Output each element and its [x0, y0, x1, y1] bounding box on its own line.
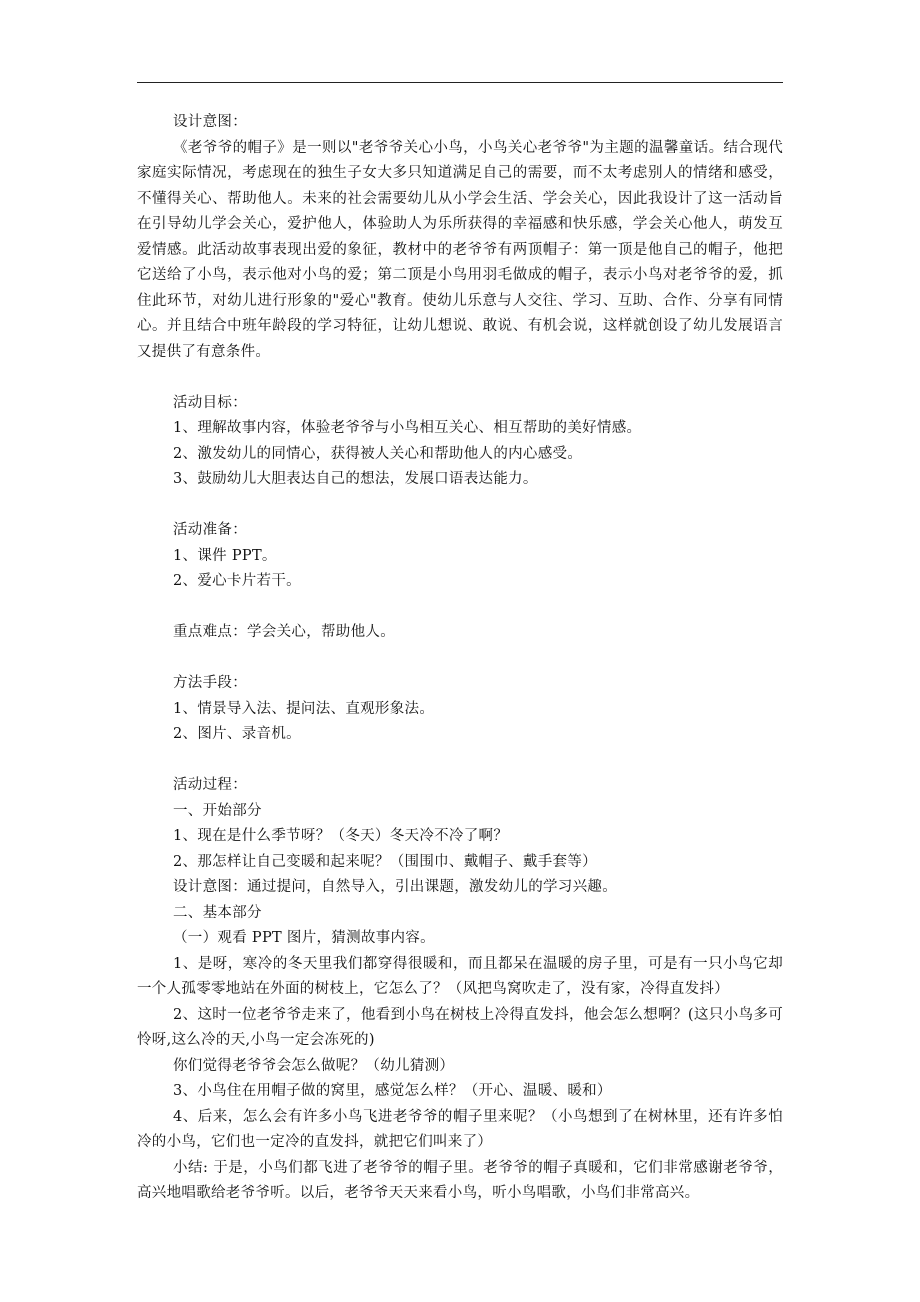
goal-item: 3、鼓励幼儿大胆表达自己的想法，发展口语表达能力。	[173, 471, 538, 487]
part2-subtitle: （一）观看 PPT 图片，猜测故事内容。	[173, 930, 435, 946]
preparation-item: 2、爱心卡片若干。	[173, 573, 301, 589]
header-rule	[137, 82, 783, 83]
method-item: 1、情景导入法、提问法、直观形象法。	[173, 700, 435, 717]
document-body	[137, 110, 783, 1207]
part1-question: 1、现在是什么季节呀？（冬天）冬天冷不冷了啊？	[173, 828, 509, 844]
method-item: 2、图片、录音机。	[173, 726, 301, 742]
goal-item: 2、激发幼儿的同情心，获得被人关心和帮助他人的内心感受。	[173, 445, 583, 462]
goal-item: 1、理解故事内容，体验老爷爷与小鸟相互关心、相互帮助的美好情感。	[173, 420, 642, 436]
design-intent-paragraph: 《老爷爷的帽子》是一则以"老爷爷关心小鸟，小鸟关心老爷爷"为主题的温馨童话。结合现代家庭实际情况，考虑现在的独生子女大多只知道满足自己的需要，而不太考虑别人的情绪和感受，不懂得关心、帮助他人。未来的社会需要幼儿从小学会生活、学会关心，因此我设计了这一活动旨在引导幼儿学会关心，爱护他人，体验助人为乐所获得的幸福感和快乐感，学会关心他人，萌发互爱情感。此活动故事表现出爱的象征，教材中的老爷爷有两顶帽子：第一顶是他自己的帽子，他把它送给了小鸟，表示他对小鸟的爱；第二顶是小鸟用羽毛做成的帽子，表示小鸟对老爷爷的爱，抓住此环节，对幼儿进行形象的"爱心"教育。使幼儿乐意与人交往、学习、互助、合作、分享有同情心。并且结合中班年龄段的学习特征，让幼儿想说、敢说、有机会说，这样就创设了幼儿发展语言又提供了有意条件。	[137, 139, 783, 360]
preparation-item: 1、课件 PPT。	[173, 547, 277, 564]
story-question-2-followup: 你们觉得老爷爷会怎么做呢？（幼儿猜测）	[173, 1057, 455, 1074]
story-question-2: 2、这时一位老爷爷走来了，他看到小鸟在树枝上冷得直发抖，他会怎么想啊？(这只小鸟多可怜呀,这么冷的天,小鸟一定会冻死的)	[137, 1006, 783, 1048]
process-heading: 活动过程：	[173, 777, 247, 793]
story-question-1: 1、是呀，寒冷的冬天里我们都穿得很暖和，而且都呆在温暖的房子里，可是有一只小鸟它却一个人孤零零地站在外面的树枝上，它怎么了？（风把鸟窝吹走了，没有家，冷得直发抖）	[137, 955, 783, 997]
spacer	[137, 365, 783, 391]
goals-heading: 活动目标：	[173, 394, 247, 411]
spacer	[137, 493, 783, 519]
summary-paragraph: 小结: 于是，小鸟们都飞进了老爷爷的帽子里。老爷爷的帽子真暖和，它们非常感谢老爷爷，高兴地唱歌给老爷爷听。以后，老爷爷天天来看小鸟，听小鸟唱歌，小鸟们非常高兴。	[137, 1159, 783, 1201]
design-intent-heading: 设计意图：	[173, 114, 247, 130]
part2-title: 二、基本部分	[173, 904, 262, 921]
key-points-line: 重点难点：学会关心，帮助他人。	[173, 624, 395, 640]
methods-heading: 方法手段：	[173, 675, 247, 691]
part1-question: 2、那怎样让自己变暖和起来呢？（围围巾、戴帽子、戴手套等）	[173, 853, 597, 870]
story-question-4: 4、后来，怎么会有许多小鸟飞进老爷爷的帽子里来呢？（小鸟想到了在树林里，还有许多怕冷的小鸟，它们也一定冷的直发抖，就把它们叫来了）	[137, 1108, 783, 1150]
spacer	[137, 646, 783, 672]
spacer	[137, 595, 783, 621]
spacer	[137, 748, 783, 774]
part1-title: 一、开始部分	[173, 802, 262, 819]
preparation-heading: 活动准备：	[173, 522, 247, 538]
story-question-3: 3、小鸟住在用帽子做的窝里，感觉怎么样？（开心、温暖、暖和）	[173, 1083, 612, 1099]
part1-design-intent: 设计意图：通过提问，自然导入，引出课题，激发幼儿的学习兴趣。	[173, 879, 617, 895]
